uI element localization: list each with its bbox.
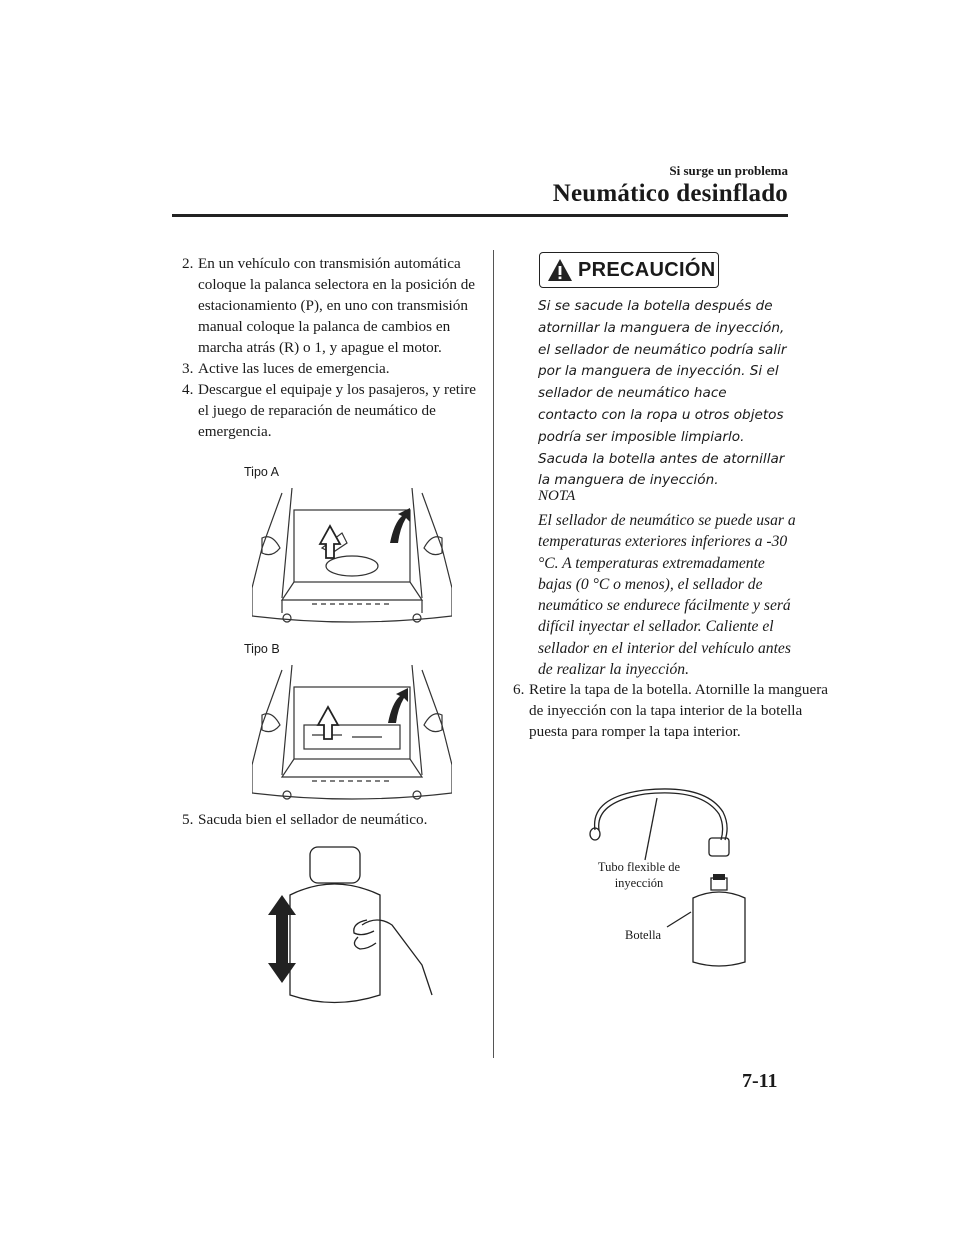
trunk-type-b-illustration [252,665,452,805]
step-3: 3. Active las luces de emergencia. [182,360,390,377]
trunk-type-a-illustration [252,488,452,628]
step-4: 4. Descargue el equipaje y los pasajeros, y retire el juego de reparación de neumático de emergencia. [182,381,477,440]
callout-bottle: Botella [625,928,662,942]
figure-b-label: Tipo B [244,642,280,656]
column-divider [493,250,494,1058]
page-title: Neumático desinflado [552,180,788,207]
step-4-text: Descargue el equipaje y los pasajeros, y retire el juego de reparación de neumático de emergencia. [198,381,477,440]
callout-injection-hose: Tubo flexible de inyección [597,860,681,890]
caution-title: PRECAUCIÓN [578,258,716,281]
nota-heading: NOTA [538,488,576,504]
step-2-text: En un vehículo con transmisión automática coloque la palanca selectora en la posición de estacionamiento (P), en uno con transmisión manual coloque la palanca de cambios en marcha atrás (R) o 1, y apague el motor. [198,255,476,356]
step-6: 6. Retire la tapa de la botella. Atornille la manguera de inyección con la tapa interior de la botella puesta para romper la tapa interior. [513,681,828,740]
caution-text: Si se sacude la botella después de atornillar la manguera de inyección, el sellador de neumático podría salir por la manguera de inyección. Si el sellador de neumático hace contacto con la ropa u otros objetos podría ser imposible limpiarlo. Sacuda la botella antes de atornillar la manguera de inyección. [538,298,787,489]
page-number: 7-11 [742,1070,778,1092]
warning-icon [547,258,573,282]
step-2: 2. En un vehículo con transmisión automática coloque la palanca selectora en la posición de estacionamiento (P), en uno con transmisión manual coloque la palanca de cambios en marcha atrás (R) o 1, y apague el motor. [182,255,476,356]
header-section: Si surge un problema [669,163,788,178]
figure-a-label: Tipo A [244,465,279,479]
step-6-text: Retire la tapa de la botella. Atornille la manguera de inyección con la tapa interior de la botella puesta para romper la tapa interior. [529,681,828,740]
step-3-text: Active las luces de emergencia. [198,360,390,377]
left-column [172,253,477,442]
caution-banner [539,252,719,288]
step-5-text: Sacuda bien el sellador de neumático. [198,811,428,828]
nota-text: El sellador de neumático se puede usar a temperaturas exteriores inferiores a -30 °C. A temperaturas extremadamente bajas (0 °C o menos), el sellador de neumático se endurece fácilmente y será difícil inyectar el sellador. Caliente el sellador en el interior del vehículo antes de realizar la inyección. [538,512,796,679]
shake-bottle-illustration [262,845,437,1025]
header-rule [172,214,788,217]
step-5: 5. Sacuda bien el sellador de neumático. [182,811,428,828]
